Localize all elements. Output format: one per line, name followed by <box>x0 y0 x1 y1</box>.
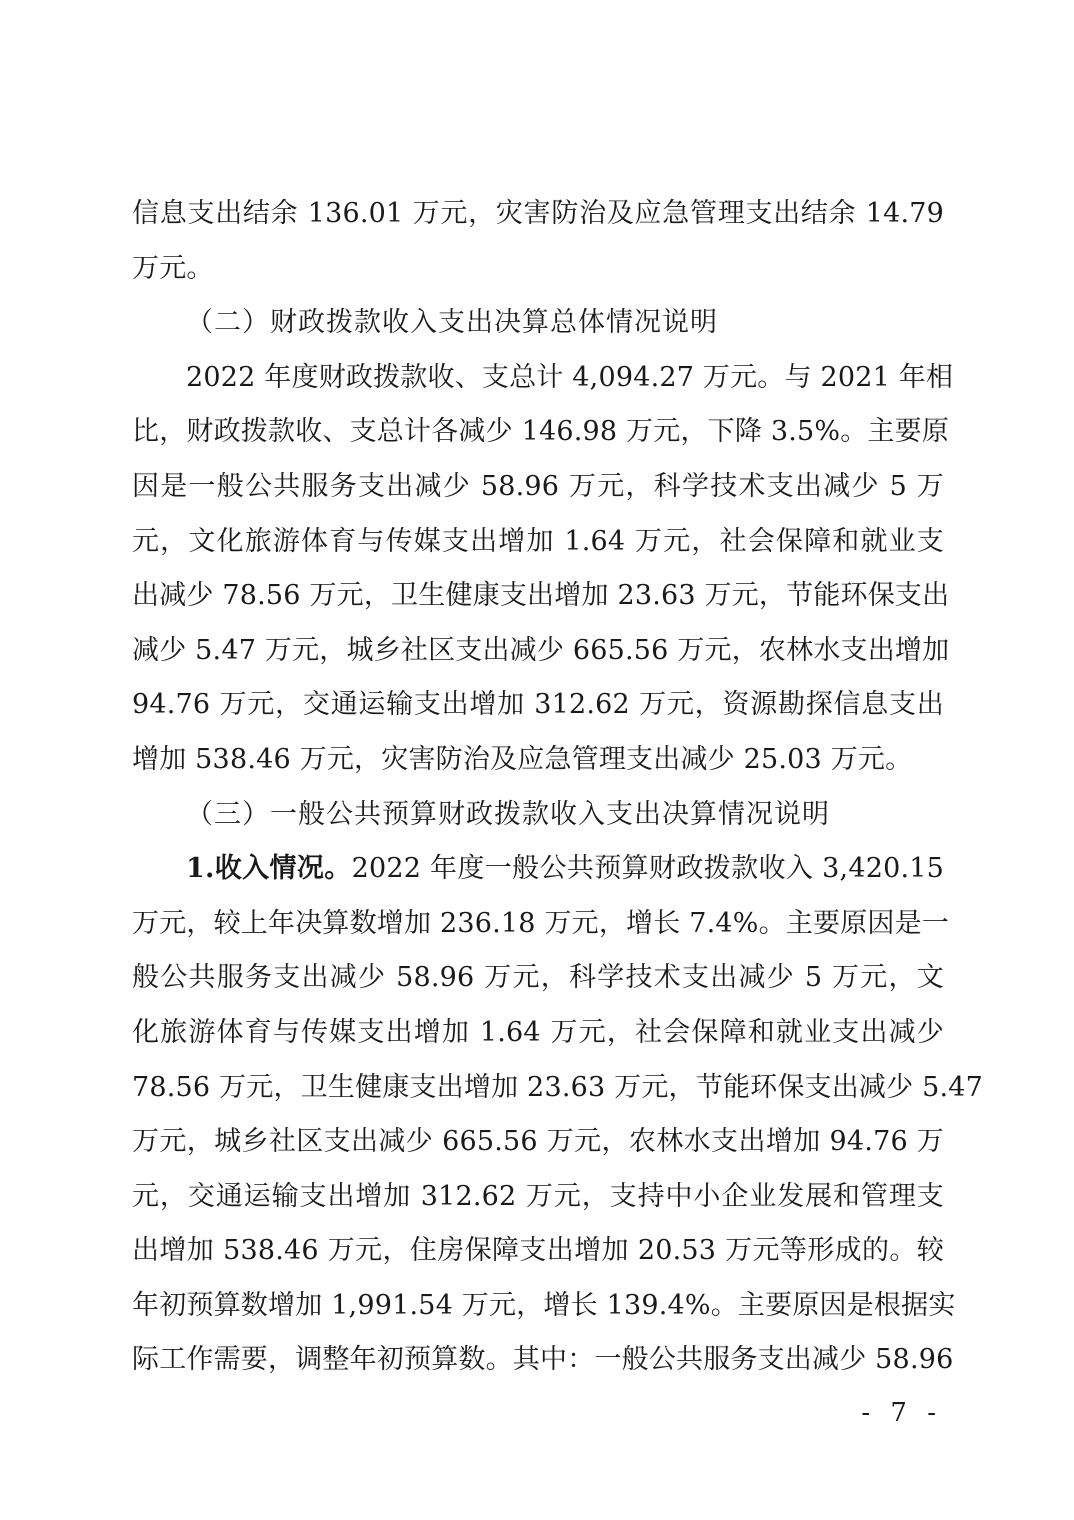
text-line <box>132 842 944 897</box>
section-heading-2: （二）财政拨款收入支出决算总体情况说明 <box>186 307 718 339</box>
text-line: 增加 538.46 万元，灾害防治及应急管理支出减少 25.03 万元。 <box>132 743 913 775</box>
text-line: 出减少 78.56 万元，卫生健康支出增加 23.63 万元，节能环保支出 <box>132 580 950 612</box>
text-line: 万元，城乡社区支出减少 665.56 万元，农林水支出增加 94.76 万 <box>132 1126 944 1158</box>
text-line: 信息支出结余 136.01 万元，灾害防治及应急管理支出结余 14.79 <box>132 198 944 229</box>
text-line: 万元，较上年决算数增加 236.18 万元，增长 7.4%。主要原因是一 <box>132 907 950 939</box>
text-line: 78.56 万元，卫生健康支出增加 23.63 万元，节能环保支出减少 5.47 <box>132 1071 984 1103</box>
document-body <box>132 187 984 1388</box>
text-line: 比，财政拨款收、支总计各减少 146.98 万元，下降 3.5%。主要原 <box>132 416 950 448</box>
text-fragment: 2022 年度一般公共预算财政拨款收入 3,420.15 <box>351 853 944 885</box>
text-line: 出增加 538.46 万元，住房保障支出增加 20.53 万元等形成的。较 <box>132 1235 944 1267</box>
text-line: 元，交通运输支出增加 312.62 万元，支持中小企业发展和管理支 <box>132 1180 944 1212</box>
page-number: - 7 - <box>861 1398 942 1428</box>
text-line: 际工作需要，调整年初预算数。其中：一般公共服务支出减少 58.96 <box>132 1344 954 1376</box>
text-line: 元，文化旅游体育与传媒支出增加 1.64 万元，社会保障和就业支 <box>132 525 944 557</box>
text-line: 万元。 <box>132 252 214 284</box>
text-line: 化旅游体育与传媒支出增加 1.64 万元，社会保障和就业支出减少 <box>132 1016 944 1048</box>
text-line: 2022 年度财政拨款收、支总计 4,094.27 万元。与 2021 年相 <box>186 361 954 393</box>
text-line: 因是一般公共服务支出减少 58.96 万元，科学技术支出减少 5 万 <box>132 470 944 502</box>
text-line: 般公共服务支出减少 58.96 万元，科学技术支出减少 5 万元，文 <box>132 962 944 994</box>
text-line: 94.76 万元，交通运输支出增加 312.62 万元，资源勘探信息支出 <box>132 689 944 721</box>
text-line: 年初预算数增加 1,991.54 万元，增长 139.4%。主要原因是根据实 <box>132 1289 956 1321</box>
income-lead-label: 1.收入情况。 <box>186 853 352 885</box>
section-heading-3: （三）一般公共预算财政拨款收入支出决算情况说明 <box>186 798 830 830</box>
text-line: 减少 5.47 万元，城乡社区支出减少 665.56 万元，农林水支出增加 <box>132 634 950 666</box>
